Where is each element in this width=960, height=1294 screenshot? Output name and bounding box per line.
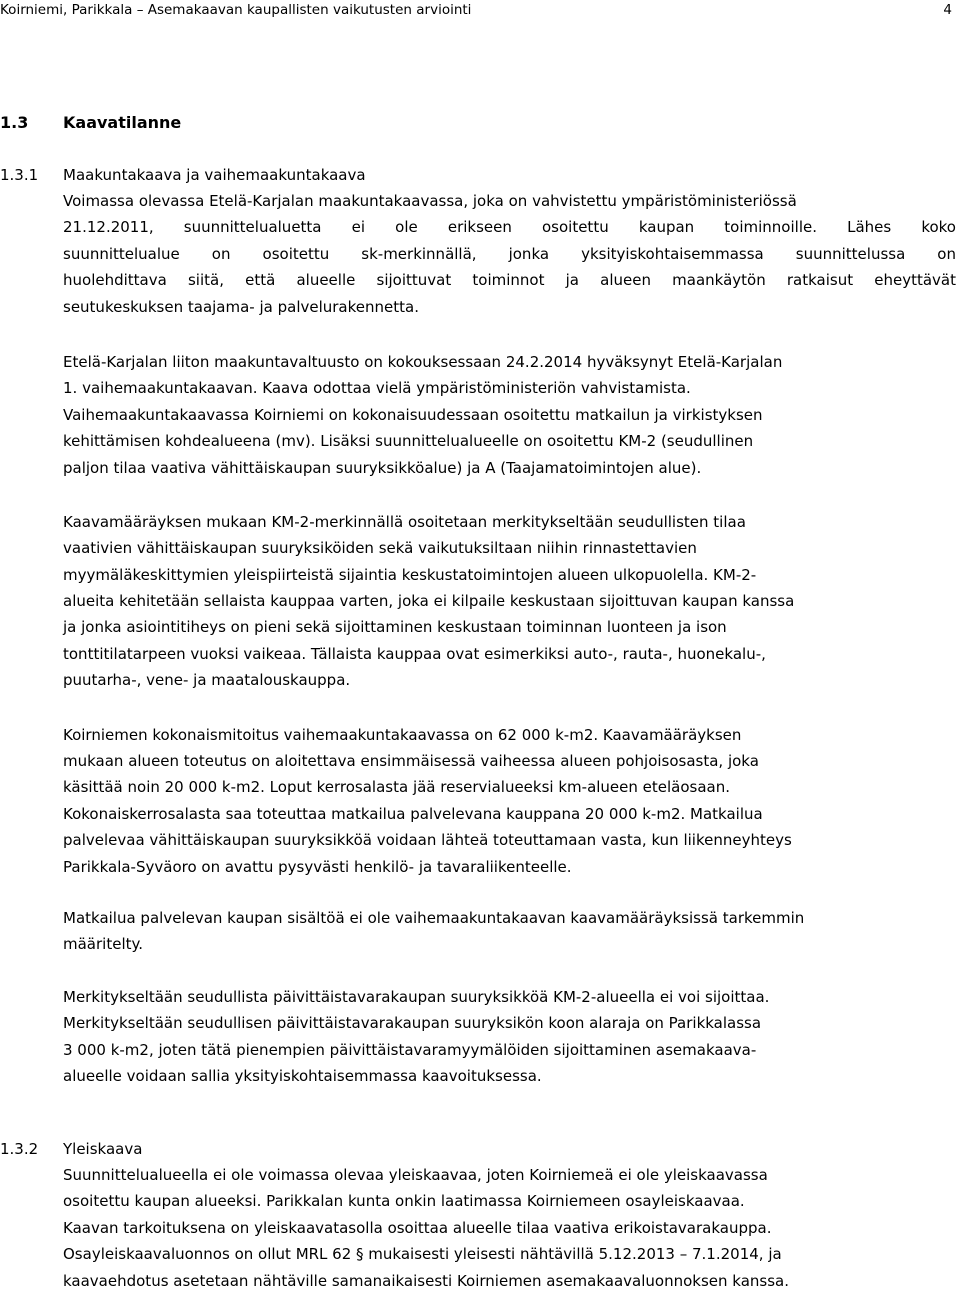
paragraph bbox=[63, 722, 956, 880]
text-line: Matkailua palvelevan kaupan sisältöä ei ole vaihemaakuntakaavan kaavamääräyksissä tarkemmin bbox=[63, 908, 805, 927]
text-line: suunnittelualue on osoitettu sk-merkinnällä, jonka yksityiskohtaisemmassa suunnittelussa on bbox=[63, 244, 956, 263]
page-number: 4 bbox=[943, 2, 952, 18]
text-line: vaativien vähittäiskaupan suuryksiköiden sekä vaikutuksiltaan niihin rinnastettavien bbox=[63, 539, 697, 558]
text-line: osoitettu kaupan alueeksi. Parikkalan kunta onkin laatimassa Koirniemeen osayleiskaavaa. bbox=[63, 1192, 745, 1211]
section-title: Kaavatilanne bbox=[63, 113, 182, 132]
text-line: Kaavamääräyksen mukaan KM-2-merkinnällä osoitetaan merkitykseltään seudullisten tilaa bbox=[63, 512, 746, 531]
subsection-number: 1.3.1 bbox=[0, 166, 39, 184]
text-line: Suunnittelualueella ei ole voimassa olevaa yleiskaavaa, joten Koirniemeä ei ole yleiskaavassa bbox=[63, 1166, 768, 1184]
document-title: Koirniemi, Parikkala – Asemakaavan kaupallisten vaikutusten arviointi bbox=[0, 2, 472, 18]
text-line: määritelty. bbox=[63, 935, 143, 954]
text-line: Merkitykseltään seudullisen päivittäistavarakaupan suuryksikön koon alaraja on Parikkalassa bbox=[63, 1014, 762, 1033]
text-line: Vaihemaakuntakaavassa Koirniemi on kokonaisuudessaan osoitettu matkailun ja virkistyksen bbox=[63, 405, 763, 424]
text-line: huolehdittava siitä, että alueelle sijoittuvat toiminnot ja alueen maankäytön ratkaisut eheyttävät bbox=[63, 271, 956, 290]
text-line: Koirniemen kokonaismitoitus vaihemaakuntakaavassa on 62 000 k-m2. Kaavamääräyksen bbox=[63, 725, 742, 744]
section-1-3-2-body bbox=[63, 1162, 956, 1294]
text-line: puutarha-, vene- ja maatalouskauppa. bbox=[63, 671, 351, 690]
text-line: Parikkala-Syväoro on avattu pysyvästi henkilö- ja tavaraliikenteelle. bbox=[63, 857, 572, 876]
text-line: alueita kehitetään sellaista kauppaa varten, joka ei kilpaile keskustaan sijoittuvan kaupan kanssa bbox=[63, 592, 795, 611]
text-line: paljon tilaa vaativa vähittäiskaupan suuryksikköalue) ja A (Taajamatoimintojen alue). bbox=[63, 458, 702, 477]
page-header bbox=[0, 0, 960, 22]
text-line: Osayleiskaavaluonnos on ollut MRL 62 § mukaisesti yleisesti nähtävillä 5.12.2013 – 7.1.2014, ja bbox=[63, 1245, 782, 1264]
section-heading-1-3 bbox=[0, 110, 181, 136]
text-line: käsittää noin 20 000 k-m2. Loput kerrosalasta jää reservialueeksi km-alueen eteläosaan. bbox=[63, 778, 731, 797]
text-line: seutukeskuksen taajama- ja palvelurakennetta. bbox=[63, 297, 419, 316]
text-line: Etelä-Karjalan liiton maakuntavaltuusto on kokouksessaan 24.2.2014 hyväksynyt Etelä-Karjalan bbox=[63, 352, 783, 371]
text-line: Voimassa olevassa Etelä-Karjalan maakuntakaavassa, joka on vahvistettu ympäristöministeriössä bbox=[63, 192, 797, 210]
text-line: Kokonaiskerrosalasta saa toteuttaa matkailua palvelevana kauppana 20 000 k-m2. Matkailua bbox=[63, 804, 763, 823]
text-line: ja jonka asiointitiheys on pieni sekä sijoittaminen keskustaan toiminnan luonteen ja ison bbox=[63, 618, 727, 637]
paragraph bbox=[63, 349, 956, 481]
text-line: mukaan alueen toteutus on aloitettava ensimmäisessä vaiheessa alueen pohjoisosasta, joka bbox=[63, 752, 759, 771]
text-line: myymäläkeskittymien yleispiirteistä sijaintia keskustatoimintojen alueen ulkopuolella. KM-2- bbox=[63, 565, 757, 584]
text-line: tonttitilatarpeen vuoksi vaikeaa. Tällaista kauppaa ovat esimerkiksi auto-, rauta-, huonekalu-, bbox=[63, 644, 766, 663]
paragraph bbox=[63, 509, 956, 694]
subsection-number: 1.3.2 bbox=[0, 1140, 39, 1158]
paragraph bbox=[63, 905, 956, 958]
subsection-title: Yleiskaava bbox=[63, 1140, 143, 1158]
text-line: Kaavan tarkoituksena on yleiskaavatasolla osoittaa alueelle tilaa vaativa erikoistavarakauppa. bbox=[63, 1218, 772, 1237]
section-number: 1.3 bbox=[0, 113, 29, 132]
text-line: Merkitykseltään seudullista päivittäistavarakaupan suuryksikköä KM-2-alueella ei voi sijoittaa. bbox=[63, 987, 770, 1006]
paragraph bbox=[63, 188, 956, 320]
paragraph bbox=[63, 1162, 956, 1294]
text-line: alueelle voidaan sallia yksityiskohtaisemmassa kaavoituksessa. bbox=[63, 1066, 542, 1085]
text-line: palvelevaa vähittäiskaupan suuryksikköä voidaan lähteä toteuttamaan vasta, kun liikenneyhteys bbox=[63, 831, 792, 850]
section-1-3-1-body bbox=[63, 188, 956, 1089]
text-line: 3 000 k-m2, joten tätä pienempien päivittäistavaramyymälöiden sijoittaminen asemakaava- bbox=[63, 1040, 757, 1059]
text-line: kaavaehdotus asetetaan nähtäville samanaikaisesti Koirniemen asemakaavaluonnoksen kanssa. bbox=[63, 1271, 789, 1290]
subsection-title: Maakuntakaava ja vaihemaakuntakaava bbox=[63, 166, 366, 184]
paragraph bbox=[63, 984, 956, 1090]
text-line: kehittämisen kohdealueena (mv). Lisäksi suunnittelualueelle on osoitettu KM-2 (seudullinen bbox=[63, 432, 754, 451]
text-line: 21.12.2011, suunnittelualuetta ei ole erikseen osoitettu kaupan toiminnoille. Lähes koko bbox=[63, 218, 956, 237]
text-line: 1. vaihemaakuntakaavan. Kaava odottaa vielä ympäristöministeriön vahvistamista. bbox=[63, 379, 691, 398]
